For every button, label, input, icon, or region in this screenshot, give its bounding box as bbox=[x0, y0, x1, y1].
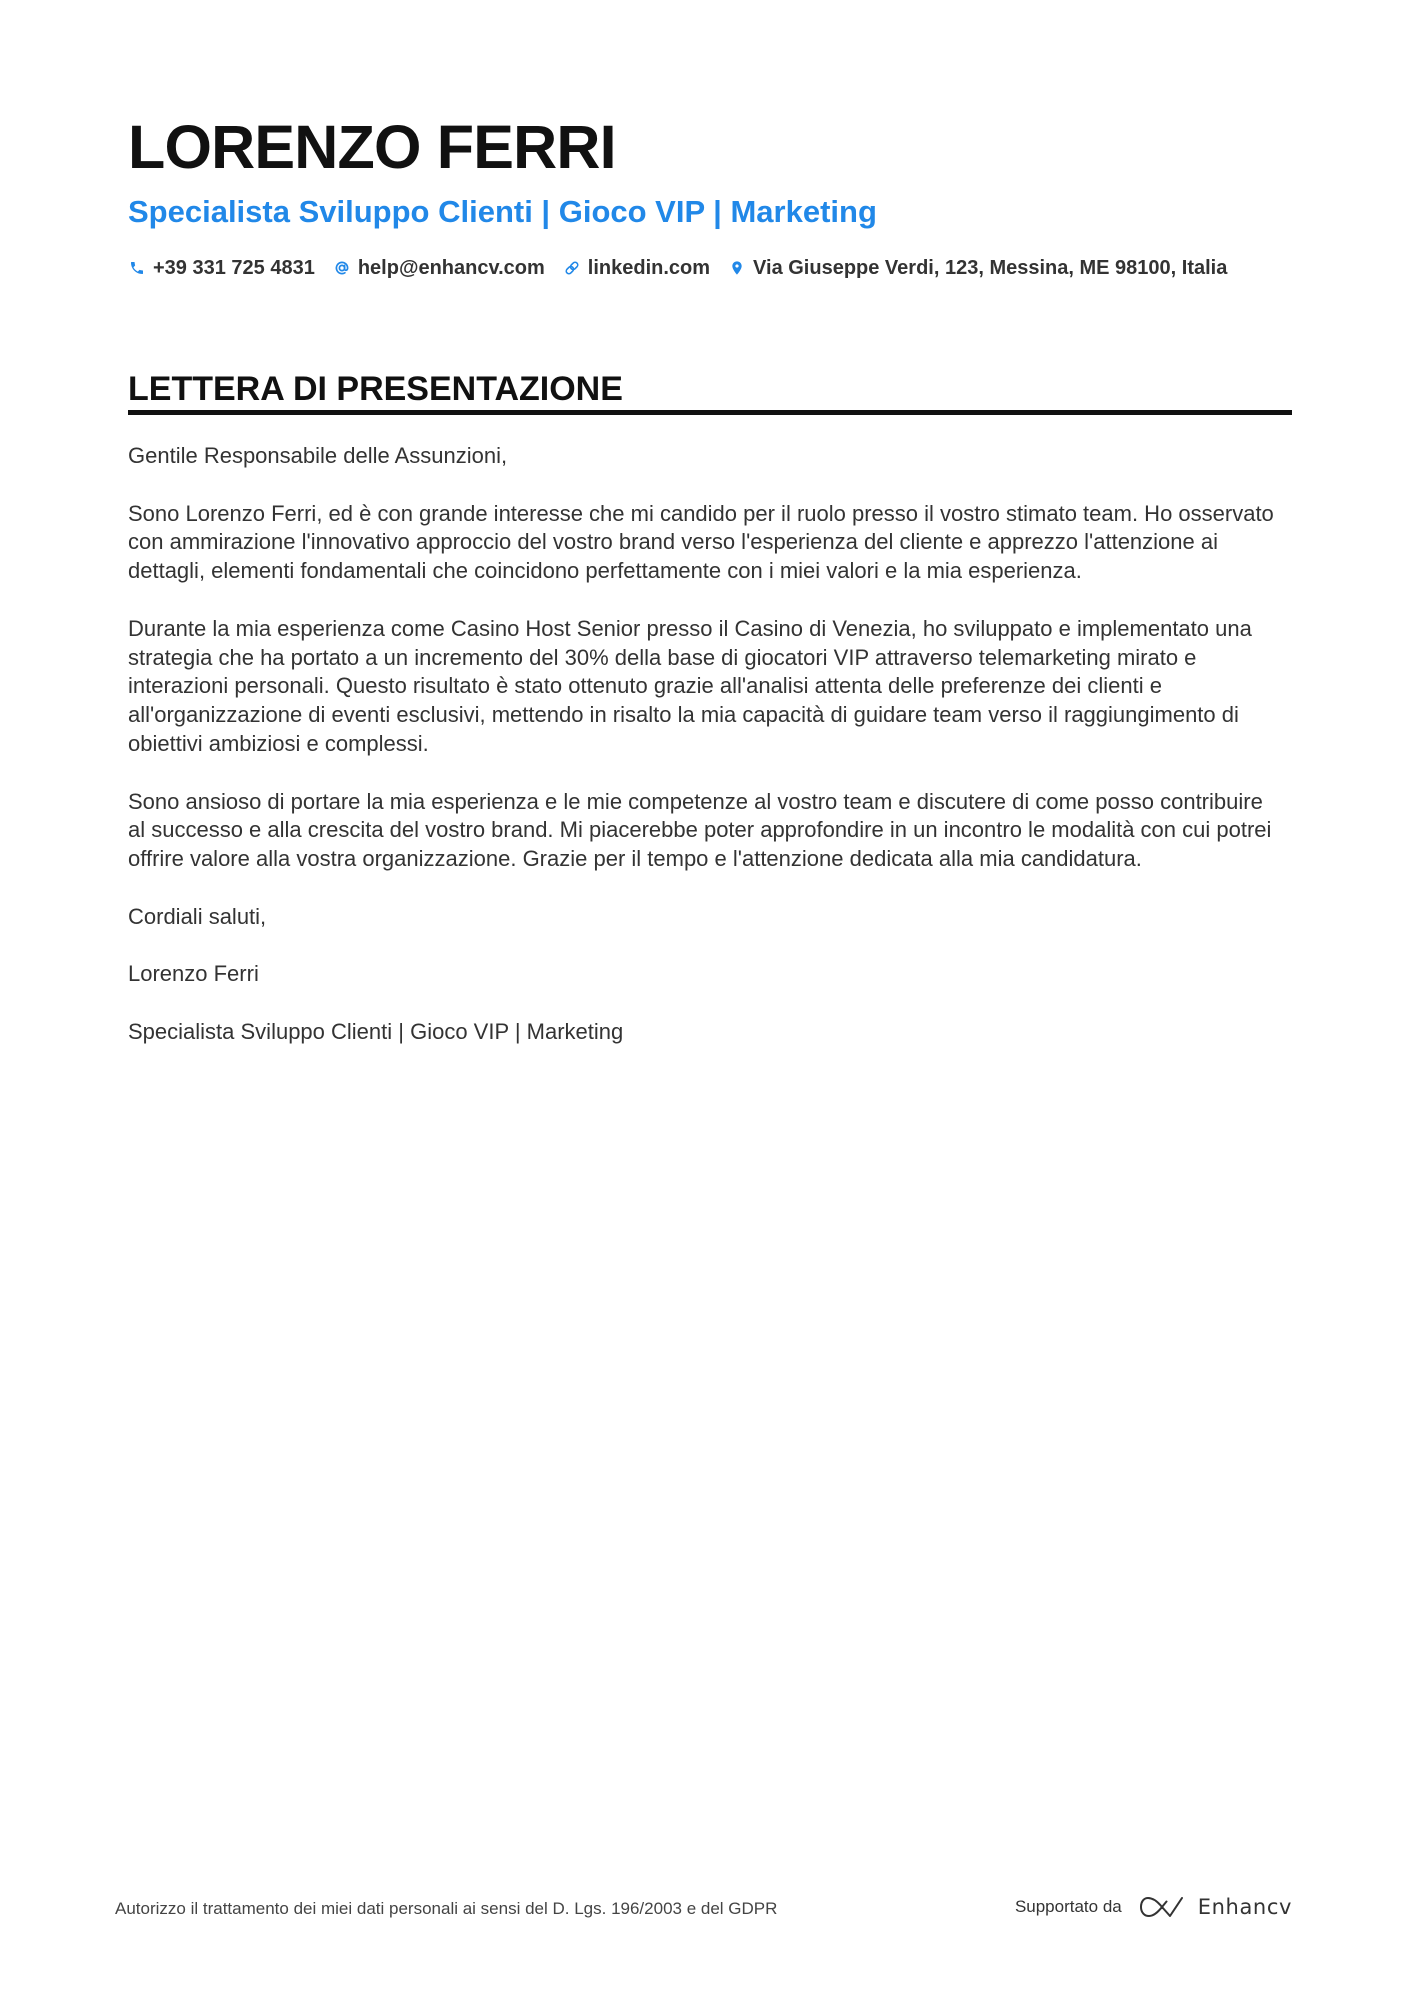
paragraph-line: Sono Lorenzo Ferri, ed è con grande interesse che mi candido per il ruolo presso il vostro stimato team. Ho osservato bbox=[128, 500, 1274, 526]
paragraph-line: dettagli, elementi fondamentali che coincidono perfettamente con i miei valori e la mia esperienza. bbox=[128, 558, 1082, 584]
closing: Cordiali saluti, bbox=[128, 903, 267, 929]
candidate-name: LORENZO FERRI bbox=[128, 113, 616, 181]
enhancv-logo-icon bbox=[1139, 1894, 1185, 1920]
at-icon bbox=[334, 260, 350, 276]
powered-by[interactable] bbox=[1015, 1892, 1292, 1922]
section-divider bbox=[128, 410, 1292, 415]
letter-paragraph bbox=[128, 615, 1292, 759]
salutation: Gentile Responsabile delle Assunzioni, bbox=[128, 443, 508, 468]
paragraph-line: obiettivi ambiziosi e complessi. bbox=[128, 730, 429, 756]
phone-icon bbox=[129, 260, 145, 276]
signature-name: Lorenzo Ferri bbox=[128, 961, 259, 987]
candidate-title: Specialista Sviluppo Clienti | Gioco VIP | Marketing bbox=[128, 194, 877, 229]
letter-body bbox=[128, 442, 1292, 1076]
paragraph-line: all'organizzazione di eventi esclusivi, mettendo in risalto la mia capacità di guidare team verso il raggiungimento di bbox=[128, 702, 1239, 728]
letter-paragraph bbox=[128, 788, 1292, 874]
paragraph-line: Sono ansioso di portare la mia esperienza e le mie competenze al vostro team e discutere di come posso contribuire bbox=[128, 788, 1263, 814]
paragraph-line: al successo e alla crescita del vostro brand. Mi piacerebbe poter approfondire in un incontro le modalità con cui potrei bbox=[128, 817, 1272, 843]
section-heading: LETTERA DI PRESENTAZIONE bbox=[128, 370, 623, 408]
paragraph-line: con ammirazione l'innovativo approccio del vostro brand verso l'esperienza del cliente e apprezzo l'attenzione ai bbox=[128, 529, 1218, 555]
signature-title: Specialista Sviluppo Clienti | Gioco VIP | Marketing bbox=[128, 1018, 624, 1044]
paragraph-line: interazioni personali. Questo risultato è stato ottenuto grazie all'analisi attenta delle preferenze dei clienti e bbox=[128, 673, 1162, 699]
contact-linkedin-text[interactable]: linkedin.com bbox=[587, 257, 711, 279]
supported-by-label: Supportato da bbox=[1014, 1897, 1122, 1916]
contact-address-text: Via Giuseppe Verdi, 123, Messina, ME 98100, Italia bbox=[753, 257, 1228, 279]
contact-address bbox=[729, 254, 1227, 282]
link-icon bbox=[564, 260, 580, 276]
contact-row bbox=[129, 254, 1246, 282]
contact-email[interactable] bbox=[334, 254, 545, 282]
contact-email-text[interactable]: help@enhancv.com bbox=[357, 257, 545, 279]
paragraph-line: offrire valore alla vostra organizzazione. Grazie per il tempo e l'attenzione dedicata alla mia candidatura. bbox=[128, 846, 1142, 872]
paragraph-line: Durante la mia esperienza come Casino Host Senior presso il Casino di Venezia, ho sviluppato e implementato una bbox=[128, 615, 1252, 641]
privacy-consent: Autorizzo il trattamento dei miei dati personali ai sensi del D. Lgs. 196/2003 e del GDPR bbox=[115, 1899, 778, 1918]
contact-phone-text: +39 331 725 4831 bbox=[153, 257, 315, 279]
contact-linkedin[interactable] bbox=[564, 254, 710, 282]
map-pin-icon bbox=[729, 260, 745, 276]
letter-paragraph bbox=[128, 500, 1292, 586]
brand-wordmark: Enhancv bbox=[1197, 1895, 1292, 1919]
paragraph-line: strategia che ha portato a un incremento del 30% della base di giocatori VIP attraverso telemarketing mirato e bbox=[128, 644, 1197, 670]
contact-phone bbox=[129, 254, 315, 282]
